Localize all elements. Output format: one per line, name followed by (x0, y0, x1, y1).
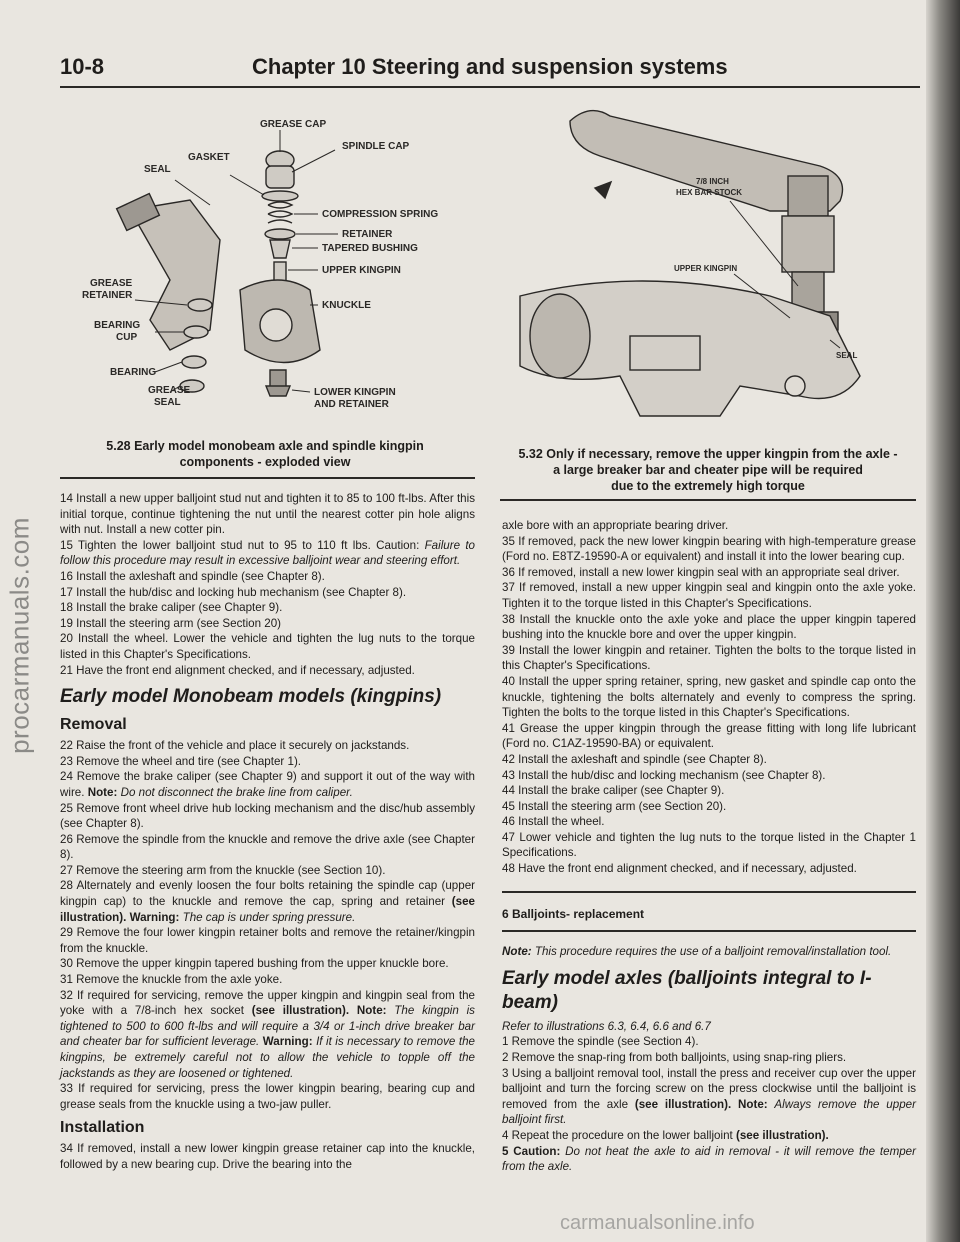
step-30: 30 Remove the upper kingpin tapered bushing from the upper knuckle bore. (60, 957, 449, 971)
step-19: 19 Install the steering arm (see Section 20) (60, 616, 282, 630)
step-47: 47 Lower vehicle and tighten the lug nuts to the torque listed in the Chapter 1 Specifications. (502, 830, 916, 860)
step-32-illustration-ref: (see illustration). Note: (251, 1004, 387, 1018)
label-grease-seal-2: SEAL (154, 397, 181, 408)
step-34-cont: axle bore with an appropriate bearing driver. (502, 519, 729, 532)
page-header (60, 54, 920, 88)
step-32-warning: If it is necessary to remove the kingpins, be extremely careful not to allow the vehicle to topple off the jackstands as they are loosened or tightened. (60, 1035, 475, 1080)
step-35: 35 If removed, pack the new lower kingpin bearing with high-temperature grease (Ford no. E8TZ-19590-A or equivalent) and install it into the lower bearing cup. (502, 534, 916, 564)
tapered-bushing-part (270, 240, 290, 258)
step-21: 21 Have the front end alignment checked, and if necessary, adjusted. (60, 663, 415, 677)
b-step-3-note-label: Note: (738, 1097, 768, 1111)
bearing-cup-part (184, 326, 208, 338)
step-32-warning-label: Warning: (262, 1035, 313, 1049)
step-15-text: 15 Tighten the lower balljoint stud nut to 95 to 110 ft lbs. Caution: (60, 538, 420, 552)
hand-grip-mark (595, 182, 611, 198)
step-24-text: 24 Remove the brake caliper (see Chapter 9) and support it out of the way with wire. (60, 770, 475, 799)
step-46: 46 Install the wheel. (502, 815, 605, 829)
heading-installation: Installation (60, 1119, 145, 1137)
step-44: 44 Install the brake caliper (see Chapter 9). (502, 784, 725, 798)
spindle-cap-part (266, 166, 294, 188)
step-15-caution: Failure to follow this procedure may result in excessive balljoint wear and steering effort. (60, 538, 475, 568)
heading-early-axles: Early model axles (balljoints integral to I-beam) (502, 967, 872, 1013)
label-bearing-cup-2: CUP (116, 332, 138, 343)
label-compression-spring: COMPRESSION SPRING (322, 209, 439, 220)
header-rule (60, 86, 920, 88)
step-32-text: 32 If required for servicing, remove the upper kingpin and kingpin seal from the yoke with a 7/8-inch hex socket (60, 988, 475, 1018)
b-step-3-illustration-ref: (see illustration). (634, 1097, 732, 1111)
page-number: 10-8 (60, 54, 105, 79)
section-6-title: 6 Balljoints- replacement (502, 906, 645, 921)
step-28-warning: The cap is under spring pressure. (182, 910, 356, 924)
refer-illustrations-text: Refer to illustrations 6.3, 6.4, 6.6 and 6.7 (502, 1019, 711, 1033)
bottom-watermark: carmanualsonline.info (560, 1212, 755, 1234)
step-42: 42 Install the axleshaft and spindle (see Chapter 8). (502, 752, 767, 766)
label-lower-kingpin-2: AND RETAINER (314, 399, 389, 410)
step-24-note-label: Note: (87, 785, 118, 799)
section-6-bottom-rule (502, 930, 916, 932)
gasket-part (262, 191, 298, 201)
section-6-note-label: Note: (502, 945, 532, 959)
label-lower-kingpin-1: LOWER KINGPIN (314, 387, 396, 398)
label-seal-right: SEAL (836, 351, 858, 360)
b-step-4-illustration-ref: (see illustration). (735, 1129, 829, 1142)
step-34: 34 If removed, install a new lower kingpin grease retainer cap into the knuckle, followed by a new bearing cup. Drive the bearing into the (60, 1142, 475, 1171)
step-43: 43 Install the hub/disc and locking mechanism (see Chapter 8). (502, 768, 826, 782)
compression-spring-part (268, 202, 292, 223)
label-retainer: RETAINER (342, 229, 393, 240)
section-6-top-rule (502, 891, 916, 893)
step-48: 48 Have the front end alignment checked, and if necessary, adjusted. (502, 862, 857, 876)
b-step-5-caution: Do not heat the axle to aid in removal - it will remove the temper from the axle. (502, 1144, 916, 1174)
side-watermark-text: procarmanuals.com (4, 517, 35, 754)
step-22: 22 Raise the front of the vehicle and place it securely on jackstands. (60, 739, 410, 753)
step-40: 40 Install the upper spring retainer, spring, new gasket and spindle cap onto the knuckle, tightening the bolts alternately and evenly to compress the spring. Tighten the bolts to the torque listed in this Chapter's Specifications. (502, 674, 916, 720)
grease-retainer-part (188, 299, 212, 311)
step-36: 36 If removed, install a new lower kingpin seal with an appropriate seal driver. (502, 565, 900, 579)
step-24-note: Do not disconnect the brake line from caliper. (120, 785, 353, 799)
book-binding-shadow (926, 0, 960, 1242)
b-step-3-note: Always remove the upper balljoint first. (502, 1097, 916, 1127)
label-upper-kingpin: UPPER KINGPIN (322, 265, 401, 276)
step-38: 38 Install the knuckle onto the axle yoke and place the upper kingpin tapered bushing into the knuckle bore and over the upper kingpin. (502, 612, 916, 642)
right-text-column (502, 518, 916, 1175)
figure-532-caption-line-2: a large breaker bar and cheater pipe will be required (553, 463, 863, 477)
step-37: 37 If removed, install a new upper kingpin seal and kingpin onto the axle yoke. Tighten it to the torque listed in this Chapter's Specifications. (502, 581, 916, 610)
label-seal: SEAL (144, 164, 171, 175)
figure-532-kingpin-removal (500, 96, 910, 436)
b-step-2: 2 Remove the snap-ring from both balljoints, using snap-ring pliers. (502, 1051, 847, 1065)
side-watermark (0, 430, 40, 850)
b-step-3 (502, 1066, 916, 1128)
b-step-3-text: 3 Using a balljoint removal tool, install the press and receiver cup over the upper balljoint and turn the forcing screw on the press clockwise until the balljoint is removed from the axle (502, 1066, 916, 1111)
figure-532-caption-line-3: due to the extremely high torque (611, 479, 805, 493)
left-caption-rule (60, 477, 475, 479)
step-26: 26 Remove the spindle from the knuckle and remove the drive axle (see Chapter 8). (60, 832, 475, 862)
step-28-illustration-ref: (see illustration). Warning: (60, 895, 475, 924)
step-28 (60, 878, 475, 925)
label-spindle-cap: SPINDLE CAP (342, 141, 410, 152)
step-32 (60, 988, 475, 1082)
step-15 (60, 538, 475, 569)
label-grease-retainer-1: GREASE (90, 278, 133, 289)
step-33: 33 If required for servicing, press the lower kingpin bearing, bearing cup and grease seals from the knuckle using a two-jaw puller. (60, 1082, 475, 1111)
figure-532-caption-line-1: 5.32 Only if necessary, remove the upper kingpin from the axle - (518, 447, 898, 461)
label-bearing: BEARING (110, 367, 157, 378)
step-27: 27 Remove the steering arm from the knuckle (see Section 10). (60, 863, 386, 877)
heading-removal: Removal (60, 716, 127, 734)
figure-528-caption-line-2: components - exploded view (179, 455, 351, 469)
label-knuckle: KNUCKLE (322, 300, 371, 311)
label-hex-2: HEX BAR STOCK (676, 188, 743, 197)
figure-528-caption (60, 438, 470, 470)
chapter-title: Chapter 10 Steering and suspension systems (252, 54, 728, 79)
step-16: 16 Install the axleshaft and spindle (see Chapter 8). (60, 569, 325, 583)
step-25: 25 Remove front wheel drive hub locking mechanism and the disc/hub assembly (see Chapter 8). (60, 801, 475, 831)
label-upper-kingpin-right: UPPER KINGPIN (674, 264, 738, 273)
step-29: 29 Remove the four lower kingpin retainer bolts and remove the retainer/kingpin from the knuckle. (60, 926, 475, 955)
right-caption-rule (500, 499, 916, 501)
lower-kingpin-part (266, 370, 290, 396)
label-bearing-cup-1: BEARING (94, 320, 141, 331)
step-18: 18 Install the brake caliper (see Chapter 9). (60, 601, 283, 615)
step-14: 14 Install a new upper balljoint stud nut and tighten it to 85 to 100 ft-lbs. After this initial torque, continue tightening the nut until the nearest cotter pin hole aligns with nut. Install a new cotter pin. (60, 492, 475, 537)
b-step-1: 1 Remove the spindle (see Section 4). (502, 1035, 699, 1049)
step-41: 41 Grease the upper kingpin through the grease fitting with long life lubricant (Ford no. C1AZ-19590-BA) or equivalent. (502, 721, 916, 751)
step-31: 31 Remove the knuckle from the axle yoke. (60, 973, 283, 987)
figure-528-exploded-kingpin (60, 100, 470, 430)
bar-head (788, 176, 828, 216)
step-45: 45 Install the steering arm (see Section 20). (502, 799, 727, 813)
step-39: 39 Install the lower kingpin and retainer. Tighten the bolts to the torque listed in this Chapter's Specifications. (502, 643, 916, 673)
left-text-column (60, 491, 475, 1173)
b-step-4 (502, 1128, 916, 1144)
axle-tube-end (530, 294, 590, 378)
knuckle-bore (260, 309, 292, 341)
b-step-4-text: 4 Repeat the procedure on the lower balljoint (502, 1129, 733, 1142)
label-tapered-bushing: TAPERED BUSHING (322, 243, 418, 254)
b-step-5-caution-label: 5 Caution: (502, 1144, 561, 1158)
label-grease-seal-1: GREASE (148, 385, 191, 396)
figure-528-caption-line-1: 5.28 Early model monobeam axle and spindle kingpin (106, 439, 424, 453)
yoke-bore (785, 376, 805, 396)
heading-early-monobeam: Early model Monobeam models (kingpins) (60, 686, 442, 708)
section-6-note (502, 944, 916, 960)
step-20: 20 Install the wheel. Lower the vehicle and tighten the lug nuts to the torque listed in this Chapter's Specifications. (60, 632, 475, 661)
label-grease-cap: GREASE CAP (260, 119, 327, 130)
refer-illustrations (502, 1019, 916, 1035)
label-hex-1: 7/8 INCH (696, 177, 729, 186)
section-6-note-text: This procedure requires the use of a balljoint removal/installation tool. (534, 945, 892, 959)
label-gasket: GASKET (188, 152, 230, 163)
b-step-5 (502, 1144, 916, 1175)
step-23: 23 Remove the wheel and tire (see Chapter 1). (60, 754, 302, 768)
hex-socket (782, 216, 834, 272)
figure-532-caption (500, 446, 916, 494)
step-28-text: 28 Alternately and evenly loosen the four bolts retaining the spindle cap (upper kingpin cap) to the knuckle and remove the cap, spring and retainer (60, 879, 475, 909)
step-24 (60, 769, 475, 800)
retainer-part (265, 229, 295, 239)
step-17: 17 Install the hub/disc and locking hub mechanism (see Chapter 8). (60, 585, 407, 599)
bearing-part (182, 356, 206, 368)
label-grease-retainer-2: RETAINER (82, 290, 133, 301)
step-32-note: The kingpin is tightened to 500 to 600 ft-lbs and will require a 3/4 or 1-inch drive breaker bar and cheater bar for sufficient leverage. (60, 1004, 475, 1049)
